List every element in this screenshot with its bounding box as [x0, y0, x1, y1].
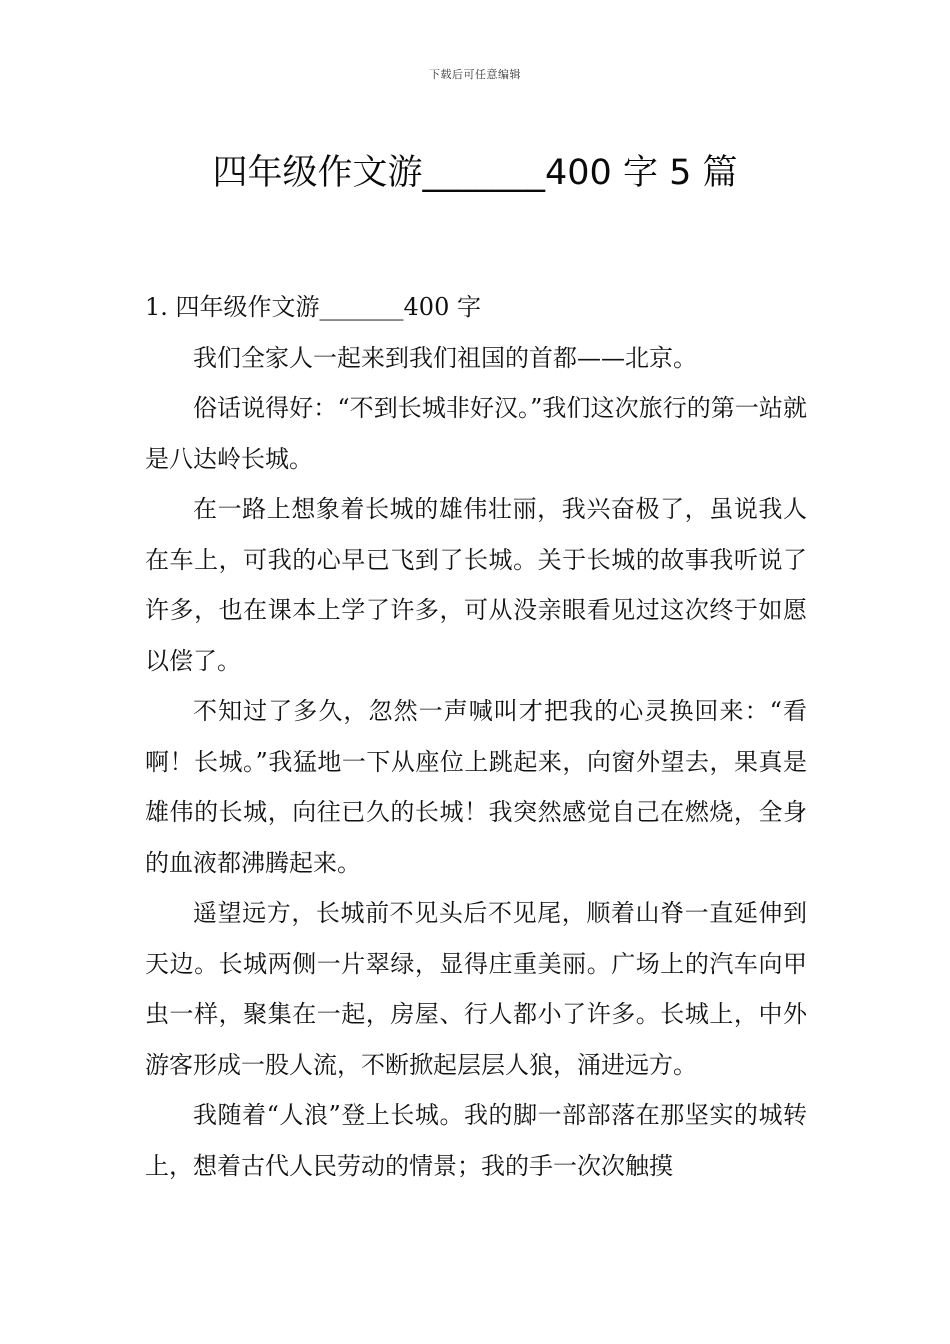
- paragraph-6: 我随着“人浪”登上长城。我的脚一部部落在那坚实的城转上，想着古代人民劳动的情景；我的手一次次触摸: [145, 1101, 807, 1180]
- paragraph-4: 不知过了多久，忽然一声喊叫才把我的心灵换回来：“看啊！长城。”我猛地一下从座位上跳起来，向窗外望去，果真是雄伟的长城，向往已久的长城！我突然感觉自己在燃烧，全身的血液都沸腾起来。: [145, 697, 807, 877]
- paragraph-5: 遥望远方，长城前不见头后不见尾，顺着山脊一直延伸到天边。长城两侧一片翠绿，显得庄重美丽。广场上的汽车向甲虫一样，聚集在一起，房屋、行人都小了许多。长城上，中外游客形成一股人流，不断掀起层层人狼，涌进远方。: [145, 899, 807, 1079]
- header-note: 下载后可任意编辑: [429, 68, 521, 81]
- paragraph-1: 我们全家人一起来到我们祖国的首都——北京。: [193, 343, 697, 372]
- paragraph-2: 俗话说得好：“不到长城非好汉。”我们这次旅行的第一站就是八达岭长城。: [145, 394, 807, 473]
- section-heading: 1. 四年级作文游_______400 字: [145, 293, 481, 321]
- document-title: 四年级作文游_______400 字 5 篇: [212, 153, 738, 194]
- document-body: [145, 282, 807, 1191]
- paragraph-3: 在一路上想象着长城的雄伟壮丽，我兴奋极了，虽说我人在车上，可我的心早已飞到了长城。关于长城的故事我听说了许多，也在课本上学了许多，可从没亲眼看见过这次终于如愿以偿了。: [145, 495, 807, 675]
